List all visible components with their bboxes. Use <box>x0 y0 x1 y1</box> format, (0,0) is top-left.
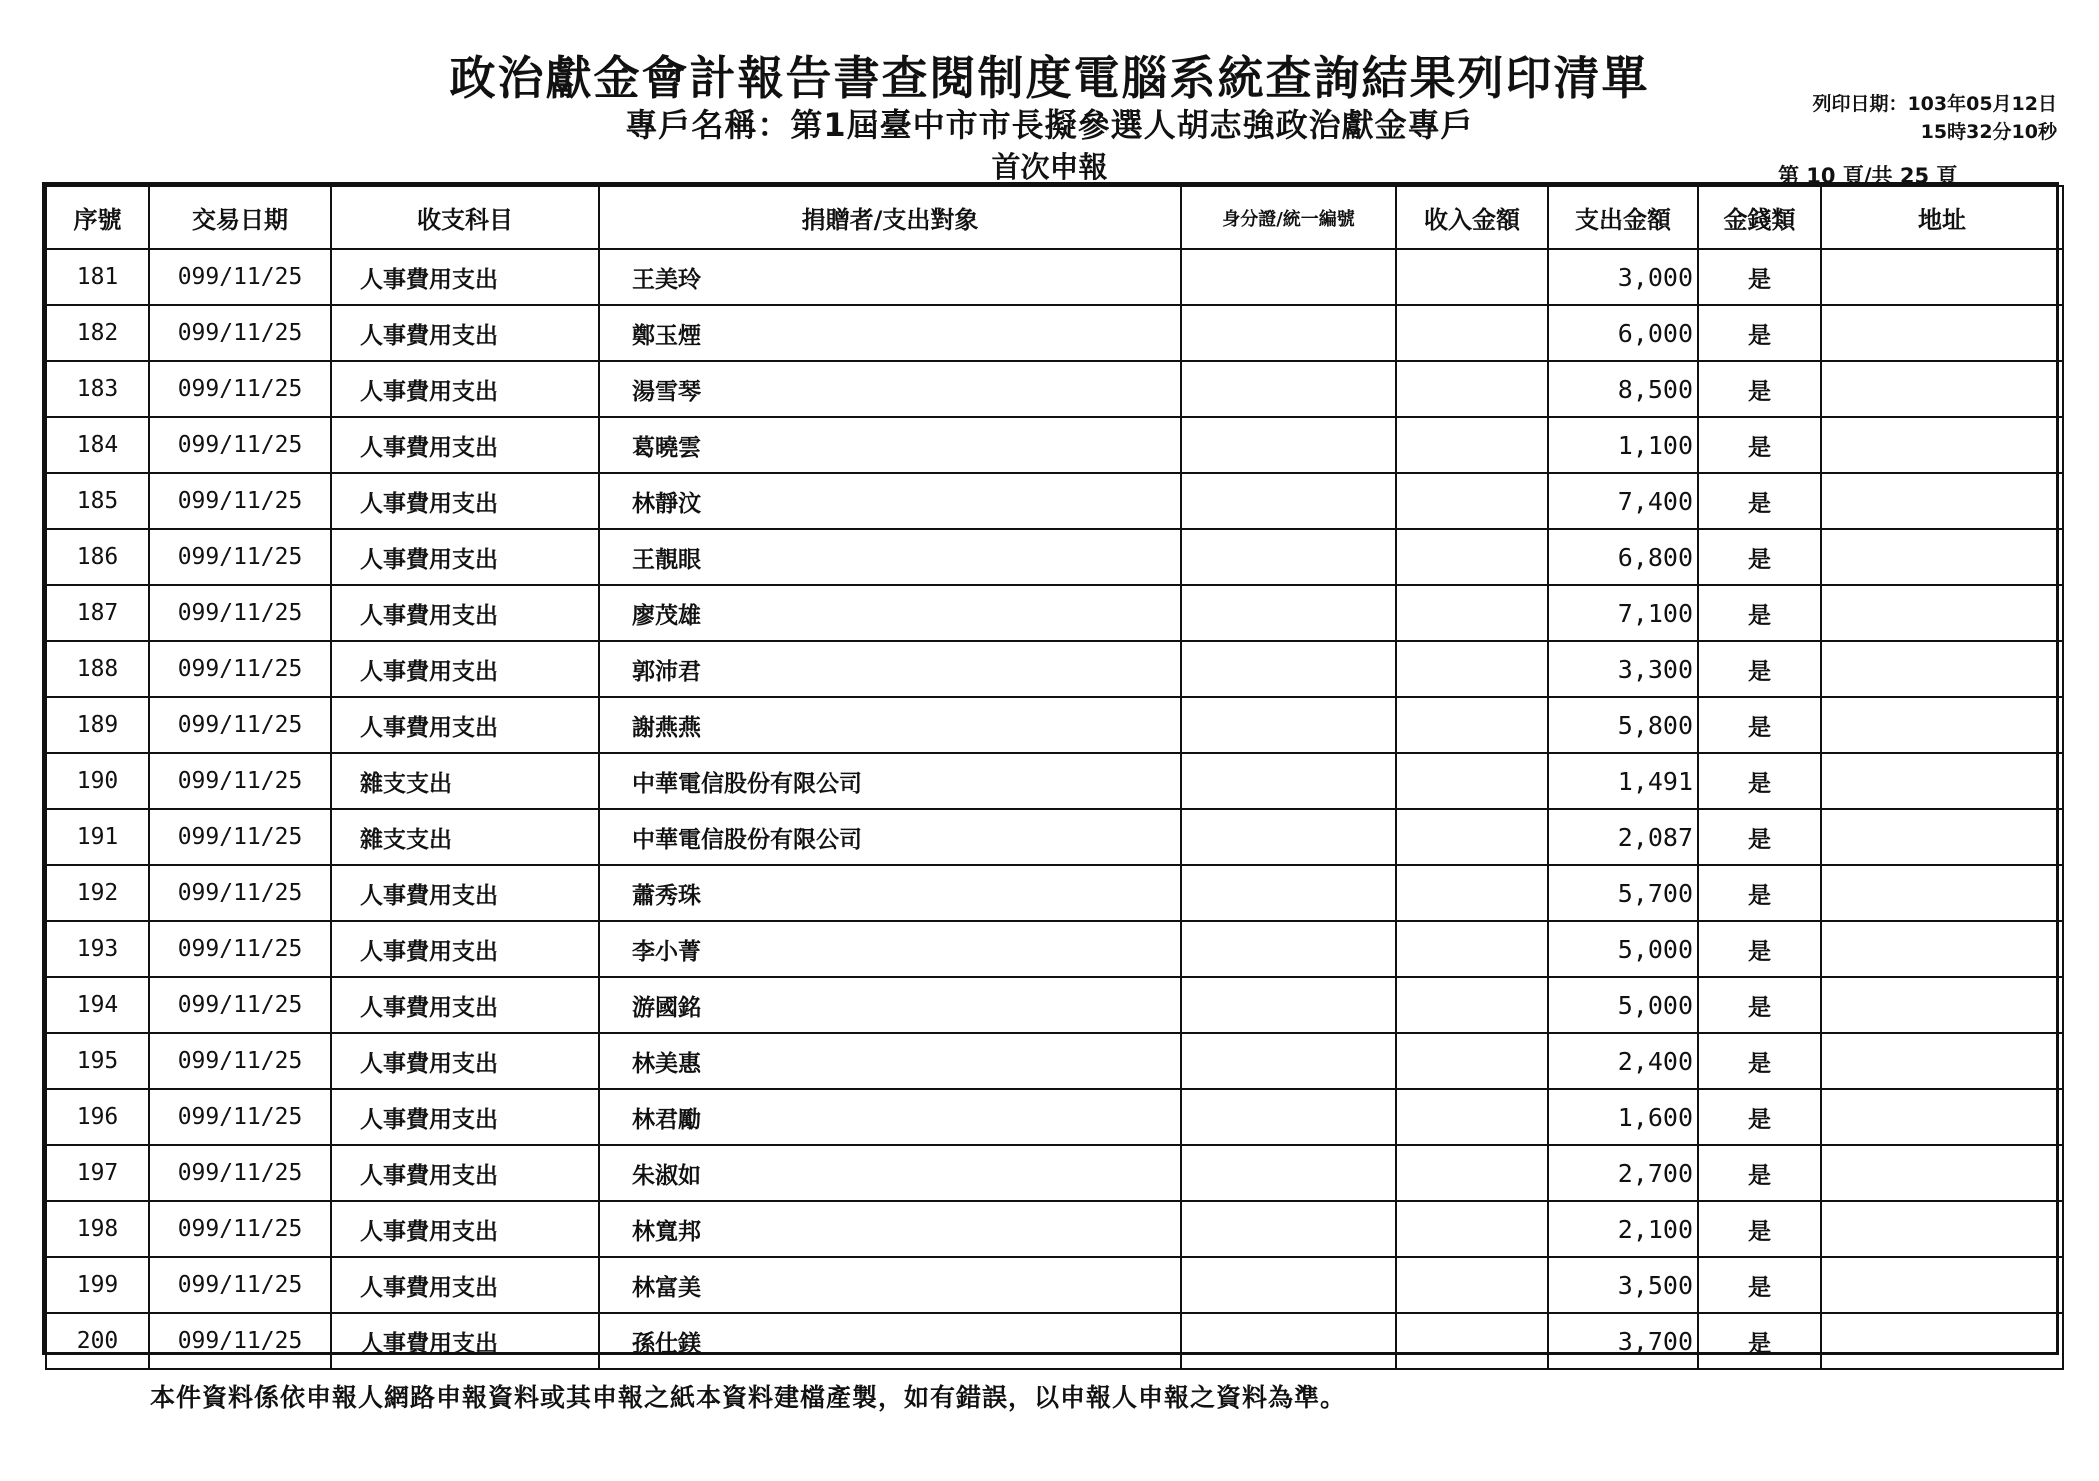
row-expense: 8,500 <box>1548 361 1698 417</box>
row-expense: 6,800 <box>1548 529 1698 585</box>
row-address <box>1821 697 2063 753</box>
col-header-income: 收入金額 <box>1396 186 1548 249</box>
row-monetary: 是 <box>1698 473 1821 529</box>
row-id <box>1181 1033 1396 1089</box>
row-category: 人事費用支出 <box>331 921 599 977</box>
row-date: 099/11/25 <box>149 361 331 417</box>
row-expense: 2,087 <box>1548 809 1698 865</box>
row-address <box>1821 585 2063 641</box>
row-category: 人事費用支出 <box>331 1033 599 1089</box>
row-date: 099/11/25 <box>149 305 331 361</box>
row-date: 099/11/25 <box>149 753 331 809</box>
row-monetary: 是 <box>1698 1089 1821 1145</box>
row-income <box>1396 1145 1548 1201</box>
row-expense: 7,100 <box>1548 585 1698 641</box>
row-no: 184 <box>46 417 149 473</box>
row-date: 099/11/25 <box>149 809 331 865</box>
row-income <box>1396 529 1548 585</box>
table-row <box>46 697 2063 753</box>
row-date: 099/11/25 <box>149 641 331 697</box>
row-category: 人事費用支出 <box>331 1201 599 1257</box>
row-party: 鄭玉煙 <box>599 305 1181 361</box>
row-address <box>1821 529 2063 585</box>
row-date: 099/11/25 <box>149 529 331 585</box>
row-party: 廖茂雄 <box>599 585 1181 641</box>
row-date: 099/11/25 <box>149 697 331 753</box>
row-party: 林靜汶 <box>599 473 1181 529</box>
row-monetary: 是 <box>1698 417 1821 473</box>
row-expense: 3,500 <box>1548 1257 1698 1313</box>
row-id <box>1181 305 1396 361</box>
row-monetary: 是 <box>1698 529 1821 585</box>
row-date: 099/11/25 <box>149 473 331 529</box>
row-monetary: 是 <box>1698 1201 1821 1257</box>
row-monetary: 是 <box>1698 1145 1821 1201</box>
page-info: 第 10 頁/共 25 頁 <box>1778 164 1958 188</box>
row-monetary: 是 <box>1698 697 1821 753</box>
row-expense: 2,700 <box>1548 1145 1698 1201</box>
row-party: 孫仕鎂 <box>599 1313 1181 1369</box>
row-monetary: 是 <box>1698 305 1821 361</box>
row-category: 人事費用支出 <box>331 1257 599 1313</box>
row-category: 人事費用支出 <box>331 865 599 921</box>
row-address <box>1821 809 2063 865</box>
records-table <box>45 185 2064 1370</box>
row-party: 林寬邦 <box>599 1201 1181 1257</box>
row-no: 191 <box>46 809 149 865</box>
row-monetary: 是 <box>1698 1033 1821 1089</box>
row-address <box>1821 1145 2063 1201</box>
table-row <box>46 305 2063 361</box>
row-address <box>1821 753 2063 809</box>
row-income <box>1396 585 1548 641</box>
row-address <box>1821 473 2063 529</box>
row-category: 人事費用支出 <box>331 417 599 473</box>
row-income <box>1396 753 1548 809</box>
row-monetary: 是 <box>1698 249 1821 305</box>
footer-note: 本件資料係依申報人網路申報資料或其申報之紙本資料建檔產製，如有錯誤，以申報人申報之資料為準。 <box>150 1383 1347 1412</box>
row-id <box>1181 865 1396 921</box>
row-expense: 6,000 <box>1548 305 1698 361</box>
table-row <box>46 1089 2063 1145</box>
row-id <box>1181 1257 1396 1313</box>
row-no: 199 <box>46 1257 149 1313</box>
col-header-party: 捐贈者/支出對象 <box>599 186 1181 249</box>
table-row <box>46 417 2063 473</box>
row-no: 194 <box>46 977 149 1033</box>
table-row <box>46 753 2063 809</box>
report-type: 首次申報 <box>991 150 1108 184</box>
row-income <box>1396 1089 1548 1145</box>
row-id <box>1181 977 1396 1033</box>
row-income <box>1396 1033 1548 1089</box>
row-date: 099/11/25 <box>149 1257 331 1313</box>
row-address <box>1821 1257 2063 1313</box>
table-row <box>46 1201 2063 1257</box>
row-income <box>1396 305 1548 361</box>
row-no: 193 <box>46 921 149 977</box>
row-income <box>1396 921 1548 977</box>
row-monetary: 是 <box>1698 1313 1821 1369</box>
row-expense: 2,400 <box>1548 1033 1698 1089</box>
row-date: 099/11/25 <box>149 249 331 305</box>
row-date: 099/11/25 <box>149 417 331 473</box>
row-monetary: 是 <box>1698 585 1821 641</box>
row-party: 郭沛君 <box>599 641 1181 697</box>
row-date: 099/11/25 <box>149 977 331 1033</box>
row-no: 185 <box>46 473 149 529</box>
col-header-date: 交易日期 <box>149 186 331 249</box>
table-row <box>46 585 2063 641</box>
row-category: 人事費用支出 <box>331 305 599 361</box>
col-header-monetary: 金錢類 <box>1698 186 1821 249</box>
row-date: 099/11/25 <box>149 1145 331 1201</box>
row-id <box>1181 753 1396 809</box>
table-row <box>46 473 2063 529</box>
row-id <box>1181 641 1396 697</box>
row-income <box>1396 809 1548 865</box>
row-address <box>1821 1033 2063 1089</box>
row-income <box>1396 697 1548 753</box>
col-header-id: 身分證/統一編號 <box>1181 186 1396 249</box>
row-id <box>1181 1089 1396 1145</box>
row-expense: 3,700 <box>1548 1313 1698 1369</box>
row-party: 謝燕燕 <box>599 697 1181 753</box>
row-expense: 1,491 <box>1548 753 1698 809</box>
table-row <box>46 921 2063 977</box>
row-category: 人事費用支出 <box>331 529 599 585</box>
row-no: 200 <box>46 1313 149 1369</box>
print-date <box>1812 90 2057 146</box>
account-name: 專戶名稱：第1屆臺中市市長擬參選人胡志強政治獻金專戶 <box>625 106 1474 144</box>
row-date: 099/11/25 <box>149 865 331 921</box>
row-income <box>1396 1257 1548 1313</box>
row-address <box>1821 1089 2063 1145</box>
row-no: 197 <box>46 1145 149 1201</box>
row-monetary: 是 <box>1698 977 1821 1033</box>
row-monetary: 是 <box>1698 865 1821 921</box>
row-id <box>1181 585 1396 641</box>
row-id <box>1181 473 1396 529</box>
row-party: 中華電信股份有限公司 <box>599 809 1181 865</box>
table-row <box>46 1033 2063 1089</box>
col-header-address: 地址 <box>1821 186 2063 249</box>
col-header-no: 序號 <box>46 186 149 249</box>
row-address <box>1821 1201 2063 1257</box>
table-header-row <box>46 186 2063 249</box>
row-date: 099/11/25 <box>149 1089 331 1145</box>
row-party: 王美玲 <box>599 249 1181 305</box>
row-party: 蕭秀珠 <box>599 865 1181 921</box>
row-date: 099/11/25 <box>149 1201 331 1257</box>
row-party: 林美惠 <box>599 1033 1181 1089</box>
row-address <box>1821 305 2063 361</box>
row-address <box>1821 249 2063 305</box>
row-address <box>1821 865 2063 921</box>
table-row <box>46 1313 2063 1369</box>
row-no: 196 <box>46 1089 149 1145</box>
row-no: 195 <box>46 1033 149 1089</box>
row-category: 人事費用支出 <box>331 1089 599 1145</box>
row-id <box>1181 417 1396 473</box>
row-id <box>1181 1145 1396 1201</box>
row-party: 林君勵 <box>599 1089 1181 1145</box>
row-expense: 5,000 <box>1548 977 1698 1033</box>
row-expense: 5,000 <box>1548 921 1698 977</box>
row-party: 湯雪琴 <box>599 361 1181 417</box>
row-date: 099/11/25 <box>149 1313 331 1369</box>
row-no: 188 <box>46 641 149 697</box>
row-id <box>1181 361 1396 417</box>
row-income <box>1396 1313 1548 1369</box>
row-category: 人事費用支出 <box>331 977 599 1033</box>
row-party: 王靚眼 <box>599 529 1181 585</box>
row-id <box>1181 249 1396 305</box>
row-no: 186 <box>46 529 149 585</box>
row-no: 189 <box>46 697 149 753</box>
row-address <box>1821 417 2063 473</box>
row-category: 人事費用支出 <box>331 641 599 697</box>
table-row <box>46 809 2063 865</box>
table-row <box>46 249 2063 305</box>
row-category: 人事費用支出 <box>331 1313 599 1369</box>
row-date: 099/11/25 <box>149 1033 331 1089</box>
row-income <box>1396 977 1548 1033</box>
row-party: 中華電信股份有限公司 <box>599 753 1181 809</box>
row-no: 181 <box>46 249 149 305</box>
row-address <box>1821 1313 2063 1369</box>
row-date: 099/11/25 <box>149 921 331 977</box>
row-date: 099/11/25 <box>149 585 331 641</box>
row-expense: 5,700 <box>1548 865 1698 921</box>
row-address <box>1821 977 2063 1033</box>
row-expense: 2,100 <box>1548 1201 1698 1257</box>
row-category: 人事費用支出 <box>331 473 599 529</box>
row-category: 人事費用支出 <box>331 697 599 753</box>
table-row <box>46 641 2063 697</box>
row-party: 朱淑如 <box>599 1145 1181 1201</box>
row-income <box>1396 473 1548 529</box>
row-category: 雜支支出 <box>331 753 599 809</box>
row-expense: 3,000 <box>1548 249 1698 305</box>
row-no: 187 <box>46 585 149 641</box>
row-party: 林富美 <box>599 1257 1181 1313</box>
row-category: 人事費用支出 <box>331 249 599 305</box>
row-monetary: 是 <box>1698 809 1821 865</box>
table-row <box>46 529 2063 585</box>
row-id <box>1181 1313 1396 1369</box>
row-monetary: 是 <box>1698 361 1821 417</box>
row-no: 190 <box>46 753 149 809</box>
row-id <box>1181 697 1396 753</box>
print-date-line2: 15時32分10秒 <box>1920 121 2057 143</box>
row-monetary: 是 <box>1698 1257 1821 1313</box>
col-header-category: 收支科目 <box>331 186 599 249</box>
row-id <box>1181 529 1396 585</box>
row-address <box>1821 361 2063 417</box>
row-monetary: 是 <box>1698 753 1821 809</box>
row-expense: 1,100 <box>1548 417 1698 473</box>
row-monetary: 是 <box>1698 921 1821 977</box>
row-no: 183 <box>46 361 149 417</box>
row-income <box>1396 249 1548 305</box>
print-date-line1: 列印日期：103年05月12日 <box>1812 93 2057 115</box>
col-header-expense: 支出金額 <box>1548 186 1698 249</box>
row-income <box>1396 865 1548 921</box>
row-expense: 5,800 <box>1548 697 1698 753</box>
row-address <box>1821 641 2063 697</box>
row-id <box>1181 1201 1396 1257</box>
row-category: 雜支支出 <box>331 809 599 865</box>
page-title: 政治獻金會計報告書查閱制度電腦系統查詢結果列印清單 <box>449 51 1650 105</box>
row-income <box>1396 1201 1548 1257</box>
table-row <box>46 361 2063 417</box>
row-expense: 7,400 <box>1548 473 1698 529</box>
row-no: 182 <box>46 305 149 361</box>
row-category: 人事費用支出 <box>331 585 599 641</box>
row-expense: 3,300 <box>1548 641 1698 697</box>
row-income <box>1396 361 1548 417</box>
row-monetary: 是 <box>1698 641 1821 697</box>
records-table-frame <box>42 182 2059 1355</box>
table-row <box>46 1145 2063 1201</box>
row-address <box>1821 921 2063 977</box>
row-category: 人事費用支出 <box>331 361 599 417</box>
row-expense: 1,600 <box>1548 1089 1698 1145</box>
table-row <box>46 977 2063 1033</box>
row-income <box>1396 641 1548 697</box>
row-id <box>1181 809 1396 865</box>
row-id <box>1181 921 1396 977</box>
row-income <box>1396 417 1548 473</box>
row-party: 葛曉雲 <box>599 417 1181 473</box>
table-row <box>46 1257 2063 1313</box>
row-no: 198 <box>46 1201 149 1257</box>
row-no: 192 <box>46 865 149 921</box>
row-category: 人事費用支出 <box>331 1145 599 1201</box>
row-party: 李小菁 <box>599 921 1181 977</box>
table-row <box>46 865 2063 921</box>
row-party: 游國銘 <box>599 977 1181 1033</box>
